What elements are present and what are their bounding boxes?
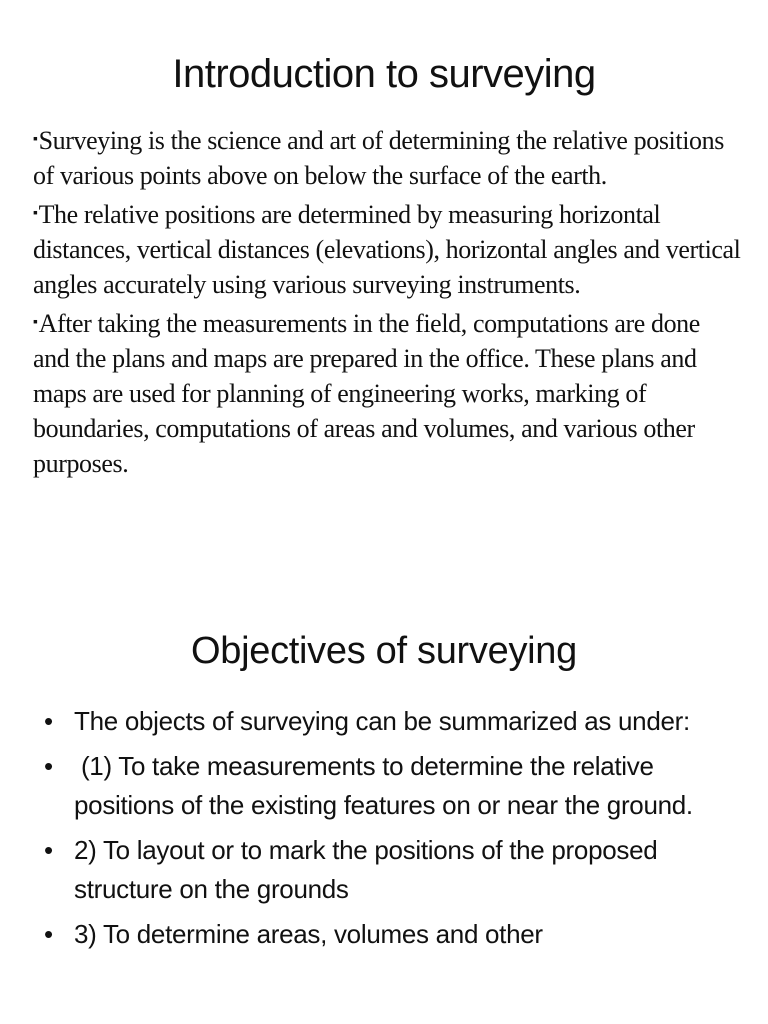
paragraph-text: Surveying is the science and art of determining the relative positions of various points above on below the surface of the earth. xyxy=(33,126,724,190)
objectives-list xyxy=(0,702,768,954)
item-text: (1) To take measurements to determine the relative positions of the existing features on or near the ground. xyxy=(74,751,693,820)
slide-title: Objectives of surveying xyxy=(191,630,577,672)
bullet-icon: • xyxy=(44,919,53,949)
list-item xyxy=(33,305,742,481)
paragraph-list xyxy=(0,122,768,481)
square-bullet-icon: ▪ xyxy=(33,315,38,330)
bullet-icon: • xyxy=(44,751,53,781)
list-item xyxy=(33,122,742,193)
square-bullet-icon: ▪ xyxy=(33,206,38,221)
list-item xyxy=(44,831,738,909)
item-text: 3) To determine areas, volumes and other xyxy=(74,919,543,949)
list-item xyxy=(44,915,738,954)
list-item xyxy=(33,196,742,302)
bullet-icon: • xyxy=(44,835,53,865)
list-item xyxy=(44,702,738,741)
slide-title: Introduction to surveying xyxy=(172,52,596,96)
item-text: The objects of surveying can be summarized as under: xyxy=(74,706,690,736)
paragraph-text: After taking the measurements in the field, computations are done and the plans and maps are prepared in the office. These plans and maps are used for planning of engineering works, marking of boundaries, computations of areas and volumes, and various other purposes. xyxy=(33,309,700,478)
square-bullet-icon: ▪ xyxy=(33,132,38,147)
bullet-icon: • xyxy=(44,706,53,736)
slide-objectives xyxy=(0,560,768,1024)
paragraph-text: The relative positions are determined by measuring horizontal distances, vertical distances (elevations), horizontal angles and vertical angles accurately using various surveying instruments. xyxy=(33,200,741,299)
list-item xyxy=(44,747,738,825)
item-text: 2) To layout or to mark the positions of the proposed structure on the grounds xyxy=(74,835,658,904)
